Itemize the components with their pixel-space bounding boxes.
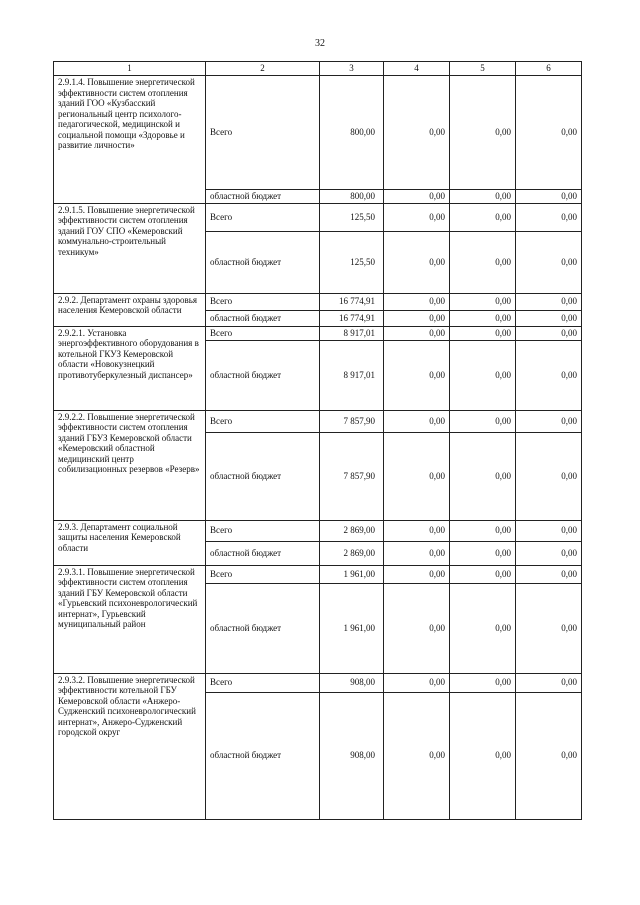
amount-col6: 0,00	[516, 310, 582, 326]
amount-col6: 0,00	[516, 231, 582, 293]
page-number: 32	[315, 38, 325, 49]
funding-source: Всего	[206, 520, 320, 541]
table-row	[54, 410, 582, 432]
amount-col5: 0,00	[450, 673, 516, 692]
amount-total: 2 869,00	[320, 520, 384, 541]
amount-col6: 0,00	[516, 76, 582, 190]
amount-col6: 0,00	[516, 293, 582, 310]
amount-col6: 0,00	[516, 340, 582, 410]
amount-col4: 0,00	[384, 326, 450, 340]
amount-col6: 0,00	[516, 583, 582, 673]
amount-col4: 0,00	[384, 231, 450, 293]
funding-source: Всего	[206, 76, 320, 190]
funding-source: Всего	[206, 203, 320, 231]
funding-source: Всего	[206, 673, 320, 692]
table-row	[54, 520, 582, 541]
measure-name: 2.9.3. Департамент социальной защиты населения Кемеровской области	[54, 520, 206, 565]
table-row	[54, 203, 582, 231]
amount-total: 7 857,90	[320, 410, 384, 432]
amount-col4: 0,00	[384, 340, 450, 410]
measure-name: 2.9.2.1. Установка энергоэффективного оборудования в котельной ГКУЗ Кемеровской области «Новокузнецкий противотуберкулезный диспансер»	[54, 326, 206, 410]
amount-col5: 0,00	[450, 565, 516, 583]
amount-col4: 0,00	[384, 410, 450, 432]
table-row	[54, 673, 582, 692]
amount-total: 2 869,00	[320, 541, 384, 565]
amount-col4: 0,00	[384, 520, 450, 541]
amount-total: 1 961,00	[320, 583, 384, 673]
funding-source: областной бюджет	[206, 340, 320, 410]
amount-col5: 0,00	[450, 692, 516, 819]
column-header: 3	[320, 62, 384, 76]
amount-col6: 0,00	[516, 203, 582, 231]
amount-col4: 0,00	[384, 432, 450, 520]
budget-table	[53, 61, 582, 820]
amount-total: 1 961,00	[320, 565, 384, 583]
amount-col4: 0,00	[384, 76, 450, 190]
amount-col5: 0,00	[450, 432, 516, 520]
column-header: 5	[450, 62, 516, 76]
amount-total: 8 917,01	[320, 340, 384, 410]
amount-total: 8 917,01	[320, 326, 384, 340]
amount-total: 800,00	[320, 76, 384, 190]
funding-source: Всего	[206, 293, 320, 310]
amount-col5: 0,00	[450, 326, 516, 340]
amount-total: 908,00	[320, 673, 384, 692]
funding-source: областной бюджет	[206, 231, 320, 293]
funding-source: областной бюджет	[206, 583, 320, 673]
amount-total: 16 774,91	[320, 310, 384, 326]
amount-col5: 0,00	[450, 231, 516, 293]
amount-col5: 0,00	[450, 583, 516, 673]
amount-col5: 0,00	[450, 520, 516, 541]
measure-name: 2.9.1.4. Повышение энергетической эффективности систем отопления зданий ГОО «Кузбасский региональный центр психолого-педагогической, медицинской и социальной помощи «Здоровье и развитие личности»	[54, 76, 206, 204]
amount-total: 908,00	[320, 692, 384, 819]
measure-name: 2.9.2.2. Повышение энергетической эффективности систем отопления зданий ГБУЗ Кемеровской области «Кемеровский областной медицинский центр собилизационных резервов «Резерв»	[54, 410, 206, 520]
funding-source: областной бюджет	[206, 432, 320, 520]
amount-total: 125,50	[320, 231, 384, 293]
column-header: 4	[384, 62, 450, 76]
amount-col4: 0,00	[384, 692, 450, 819]
measure-name: 2.9.3.1. Повышение энергетической эффективности систем отопления зданий ГБУ Кемеровской области «Гурьевский психоневрологический интернат», Гурьевский муниципальный район	[54, 565, 206, 673]
funding-source: областной бюджет	[206, 310, 320, 326]
column-number-header	[54, 62, 582, 76]
amount-col6: 0,00	[516, 565, 582, 583]
amount-col4: 0,00	[384, 565, 450, 583]
amount-col4: 0,00	[384, 673, 450, 692]
amount-total: 125,50	[320, 203, 384, 231]
amount-col5: 0,00	[450, 340, 516, 410]
amount-col6: 0,00	[516, 432, 582, 520]
measure-name: 2.9.3.2. Повышение энергетической эффективности котельной ГБУ Кемеровской области «Анжеро-Судженский психоневрологический интернат», Анжеро-Судженский городской округ	[54, 673, 206, 819]
amount-col5: 0,00	[450, 541, 516, 565]
amount-col4: 0,00	[384, 293, 450, 310]
amount-col5: 0,00	[450, 203, 516, 231]
column-header: 1	[54, 62, 206, 76]
amount-col5: 0,00	[450, 76, 516, 190]
amount-total: 16 774,91	[320, 293, 384, 310]
amount-col4: 0,00	[384, 583, 450, 673]
amount-col5: 0,00	[450, 310, 516, 326]
amount-col6: 0,00	[516, 326, 582, 340]
table-row	[54, 565, 582, 583]
table-row	[54, 76, 582, 190]
amount-col4: 0,00	[384, 190, 450, 204]
funding-source: Всего	[206, 565, 320, 583]
table-row	[54, 326, 582, 340]
amount-col5: 0,00	[450, 410, 516, 432]
amount-col5: 0,00	[450, 293, 516, 310]
funding-source: Всего	[206, 326, 320, 340]
amount-col6: 0,00	[516, 673, 582, 692]
amount-col4: 0,00	[384, 203, 450, 231]
amount-col6: 0,00	[516, 190, 582, 204]
amount-col6: 0,00	[516, 410, 582, 432]
amount-col5: 0,00	[450, 190, 516, 204]
amount-col4: 0,00	[384, 541, 450, 565]
funding-source: областной бюджет	[206, 541, 320, 565]
amount-col6: 0,00	[516, 520, 582, 541]
amount-total: 800,00	[320, 190, 384, 204]
funding-source: областной бюджет	[206, 692, 320, 819]
table-row	[54, 293, 582, 310]
amount-total: 7 857,90	[320, 432, 384, 520]
measure-name: 2.9.2. Департамент охраны здоровья населения Кемеровской области	[54, 293, 206, 326]
amount-col6: 0,00	[516, 541, 582, 565]
column-header: 6	[516, 62, 582, 76]
column-header: 2	[206, 62, 320, 76]
funding-source: Всего	[206, 410, 320, 432]
amount-col4: 0,00	[384, 310, 450, 326]
funding-source: областной бюджет	[206, 190, 320, 204]
measure-name: 2.9.1.5. Повышение энергетической эффективности систем отопления зданий ГОУ СПО «Кемеровский коммунально-строительный техникум»	[54, 203, 206, 293]
amount-col6: 0,00	[516, 692, 582, 819]
